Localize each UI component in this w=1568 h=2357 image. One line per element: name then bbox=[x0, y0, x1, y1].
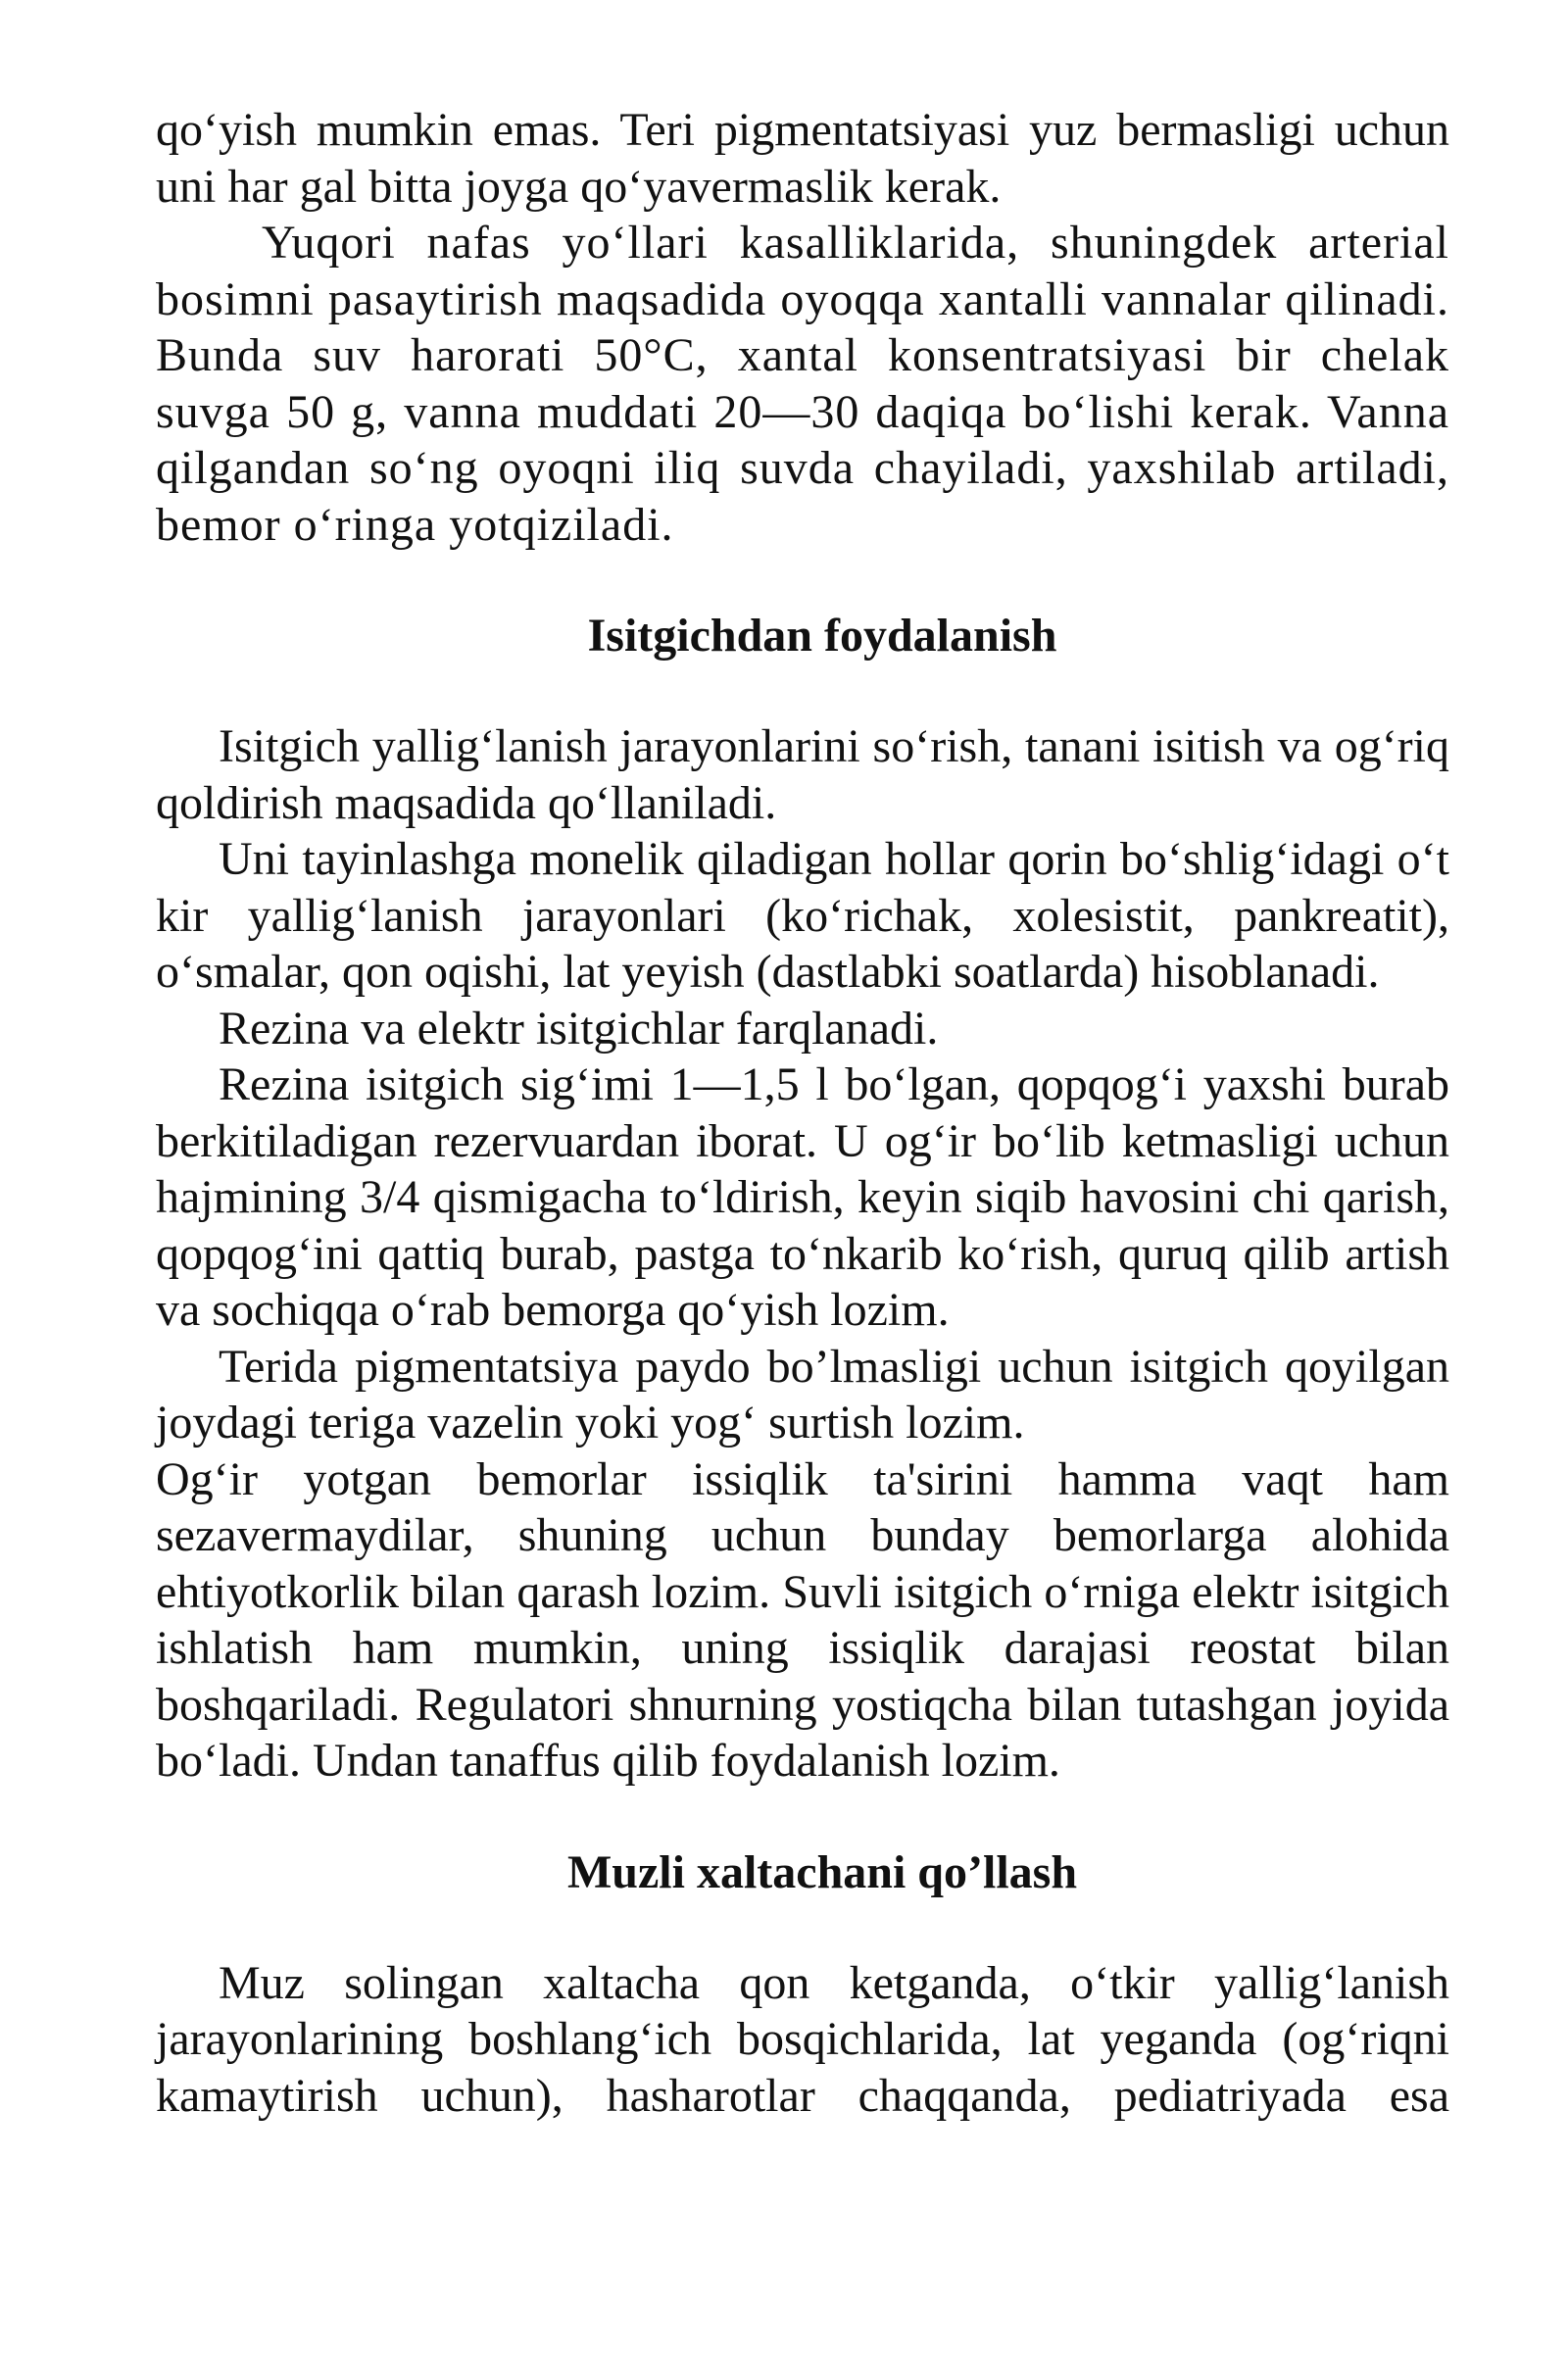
paragraph: Muz solingan xaltacha qon ketganda, o‘tkir yallig‘lanish jarayonlarining boshlang‘ich bosqichlarida, lat yeganda (og‘riqni kamaytirish uchun), hasharotlar chaqqanda, pediatriyada esa bbox=[156, 1956, 1449, 2122]
paragraph: qo‘yish mumkin emas. Teri pigmentatsiyasi yuz bermasligi uchun uni har gal bitta joyga qo‘yavermaslik kerak. bbox=[156, 104, 1449, 213]
paragraph: Rezina isitgich sig‘imi 1—1,5 l bo‘lgan, qopqog‘i yaxshi burab berkitiladigan rezervuardan iborat. U og‘ir bo‘lib ketmasligi uchun hajmining 3/4 qismigacha to‘ldirish, keyin siqib havosini chi qarish, qopqog‘ini qattiq burab, pastga to‘nkarib ko‘rish, quruq qilib artish va sochiqqa o‘rab bemorga qo‘yish lozim. bbox=[156, 1058, 1449, 1336]
paragraph: Og‘ir yotgan bemorlar issiqlik ta'sirini hamma vaqt ham sezavermaydilar, shuning uchun bunday bemorlarga alohida ehtiyotkorlik bilan qarash lozim. Suvli isitgich o‘rniga elektr isitgich ishlatish ham mumkin, uning issiqlik darajasi reostat bilan boshqariladi. Regulatori shnurning yostiqcha bilan tutashgan joyida bo‘ladi. Undan tanaffus qilib foydalanish lozim. bbox=[156, 1452, 1449, 1787]
section-heading: Muzli xaltachani qo’llash bbox=[566, 1845, 1078, 1898]
document-page bbox=[156, 102, 1449, 2124]
paragraph: Isitgich yallig‘lanish jarayonlarini so‘rish, tanani isitish va og‘riq qoldirish maqsadida qo‘llaniladi. bbox=[156, 720, 1449, 829]
paragraph: Terida pigmentatsiya paydo bo’lmasligi uchun isitgich qoyilgan joydagi teriga vazelin yoki yog‘ surtish lozim. bbox=[156, 1340, 1449, 1449]
section-heading: Isitgichdan foydalanish bbox=[587, 610, 1057, 662]
paragraph: Uni tayinlashga monelik qiladigan hollar qorin bo‘shlig‘idagi o‘t kir yallig‘lanish jarayonlari (ko‘richak, xolesistit, pankreatit), o‘smalar, qon oqishi, lat yeyish (dastlabki soatlarda) hisoblanadi. bbox=[156, 833, 1449, 998]
paragraph: Yuqori nafas yo‘llari kasalliklarida, shuningdek arterial bosimni pasaytirish maqsadida oyoqqa xantalli vannalar qilinadi. Bunda suv harorati 50°C, xantal konsentratsiyasi bir chelak suvga 50 g, vanna muddati 20—30 daqiqa bo‘lishi kerak. Vanna qilgandan so‘ng oyoqni iliq suvda chayiladi, yaxshilab artiladi, bemor o‘ringa yotqiziladi. bbox=[156, 217, 1449, 551]
paragraph: Rezina va elektr isitgichlar farqlanadi. bbox=[219, 1002, 939, 1055]
